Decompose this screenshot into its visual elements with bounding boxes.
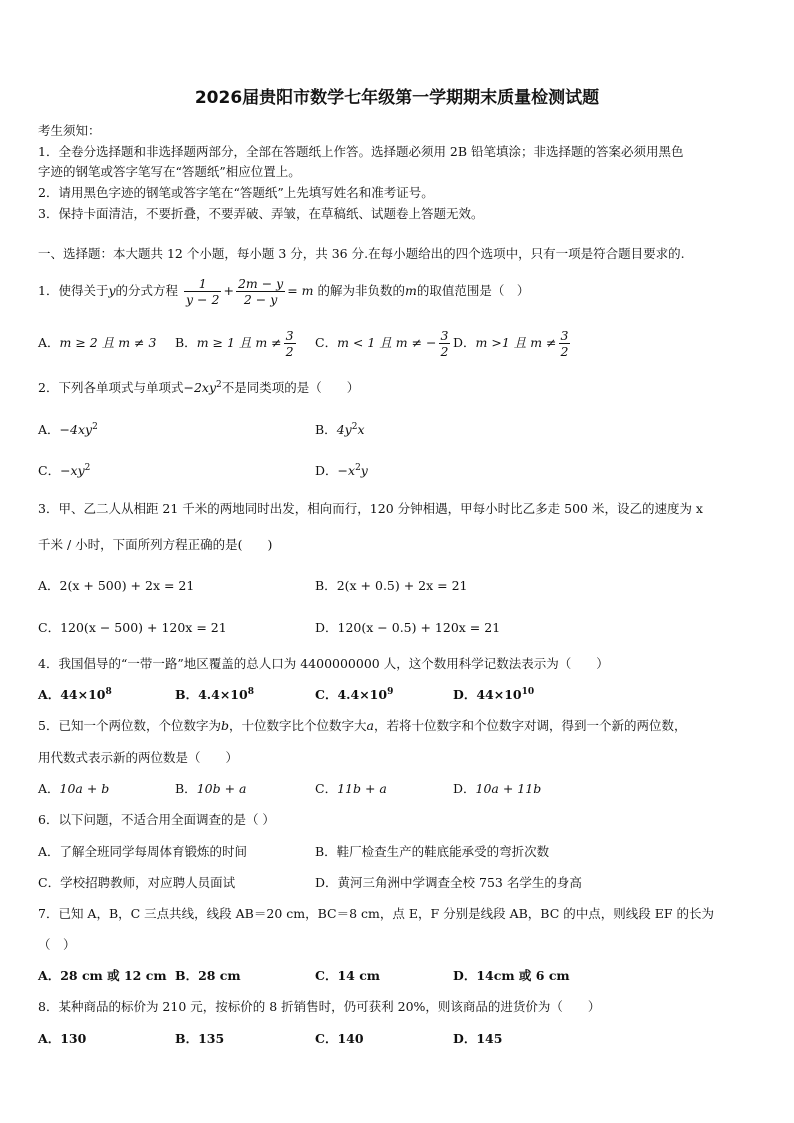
q5-a-text: 10a + b [59, 781, 110, 796]
q5-var-a: a [366, 718, 374, 733]
q1-plus: + [223, 283, 234, 298]
q1-d-text: m >1 且 m ≠ [475, 335, 557, 350]
section-heading: 一、选择题：本大题共 12 个小题，每小题 3 分，共 36 分.在每小题给出的四个选项中，只有一项是符合题目要求的. [38, 246, 685, 261]
q1-option-c[interactable] [315, 328, 452, 359]
q1-f1-num: 1 [184, 276, 221, 292]
q8-option-a[interactable]: A．130 [38, 1031, 87, 1046]
q4-d-text: 44×10 [476, 687, 522, 703]
q2-option-b[interactable] [315, 422, 365, 438]
q2-b-text: 4y [336, 422, 352, 438]
q1-c-label: C． [315, 335, 338, 350]
q2-d-text-2: y [360, 463, 368, 479]
q4-option-d[interactable] [453, 687, 534, 703]
q1-c-den: 2 [440, 344, 449, 359]
q2-c-sup: 2 [84, 463, 91, 473]
q2-stem-pre: 2．下列各单项式与单项式 [38, 380, 184, 396]
q1-b-label: B． [175, 335, 197, 350]
q2-stem-post: 不是同类项的是（ ） [221, 380, 360, 396]
question-4-stem: 4．我国倡导的“一带一路”地区覆盖的总人口为 4400000000 人，这个数用科学记数法表示为（ ） [38, 656, 609, 671]
q2-stem-sup: 2 [216, 380, 222, 390]
q4-d-sup: 10 [521, 687, 535, 697]
q1-fraction-2 [236, 276, 285, 307]
question-6-stem: 6．以下问题，不适合用全面调查的是（ ） [38, 812, 275, 827]
question-8-stem: 8．某种商品的标价为 210 元，按标价的 8 折销售时，仍可获利 20%，则该商品的进货价为（ ） [38, 999, 601, 1014]
q2-a-label: A． [38, 422, 60, 438]
q5-b-label: B． [175, 781, 197, 796]
q1-post-b: 的取值范围是（ ） [416, 283, 530, 298]
notice-item-1b: 字迹的钢笔或答字笔写在“答题纸”相应位置上。 [38, 164, 301, 179]
q4-c-text: 4.4×10 [337, 687, 388, 703]
q1-stem-mid: 的分式方程 [115, 283, 179, 298]
q1-d-den: 2 [560, 344, 569, 359]
q3-option-b[interactable] [315, 578, 468, 594]
q4-a-label: A． [38, 687, 61, 703]
q1-var: y [108, 283, 116, 298]
q3-d-text: 120(x − 0.5) + 120x = 21 [337, 620, 501, 635]
q2-b-label: B． [315, 422, 337, 438]
q5-c-text: 11b + a [337, 781, 387, 796]
q1-c-num: 3 [440, 328, 449, 343]
q4-a-sup: 8 [105, 687, 112, 697]
q3-option-d[interactable] [315, 620, 500, 636]
q2-d-label: D． [315, 463, 338, 479]
q1-c-frac [439, 328, 451, 359]
q1-d-num: 3 [560, 328, 569, 343]
q1-option-d[interactable] [453, 328, 572, 359]
q3-b-label: B． [315, 578, 337, 593]
q1-b-num: 3 [285, 328, 294, 343]
q4-c-sup: 9 [387, 687, 394, 697]
q4-d-label: D． [453, 687, 477, 703]
q4-option-a[interactable] [38, 687, 112, 703]
notice-item-2: 2．请用黑色字迹的钢笔或答字笔在“答题纸”上先填写姓名和准考证号。 [38, 185, 434, 200]
page-title: 2026届贵阳市数学七年级第一学期期末质量检测试题 [194, 88, 600, 108]
question-5-line-1 [38, 718, 686, 734]
q4-b-sup: 8 [247, 687, 254, 697]
q1-c-text: m < 1 且 m ≠ − [337, 335, 437, 350]
q5-d-label: D． [453, 781, 476, 796]
q3-b-text: 2(x + 0.5) + 2x = 21 [336, 578, 468, 593]
q1-b-text: m ≥ 1 且 m ≠ [196, 335, 282, 350]
q3-c-text: 120(x − 500) + 120x = 21 [60, 620, 227, 635]
q5-option-b[interactable] [175, 781, 246, 797]
q1-a-label: A． [38, 335, 60, 350]
notice-item-3: 3．保持卡面清洁，不要折叠，不要弄破、弄皱，在草稿纸、试题卷上答题无效。 [38, 206, 484, 221]
q1-post-var: m [405, 283, 417, 298]
q2-a-sup: 2 [92, 422, 98, 432]
q3-c-label: C． [38, 620, 61, 635]
q2-d-sup: 2 [355, 463, 361, 473]
q4-b-label: B． [175, 687, 199, 703]
q2-option-d[interactable] [315, 463, 368, 479]
question-2-stem [38, 380, 359, 396]
q2-a-text: −4xy [59, 422, 93, 438]
q1-b-den: 2 [285, 344, 294, 359]
q8-option-b[interactable]: B．135 [175, 1031, 225, 1046]
question-7-line-1: 7．已知 A，B，C 三点共线，线段 AB＝20 cm，BC＝8 cm，点 E，F 分别是线段 AB，BC 的中点，则线段 EF 的长为 [38, 906, 714, 921]
q5-d-text: 10a + 11b [475, 781, 542, 796]
q6-option-b[interactable]: B．鞋厂检查生产的鞋底能承受的弯折次数 [315, 844, 550, 859]
q4-option-c[interactable] [315, 687, 393, 703]
q1-post-a: 的解为非负数的 [317, 283, 406, 298]
q1-a-text: m ≥ 2 且 m ≠ 3 [59, 335, 157, 350]
question-7-line-2: （ ） [38, 937, 76, 952]
q3-a-label: A． [38, 578, 60, 593]
q1-d-label: D． [453, 335, 476, 350]
q8-option-d[interactable]: D．145 [453, 1031, 503, 1046]
q7-option-c[interactable]: C．14 cm [315, 968, 381, 983]
q8-option-c[interactable]: C．140 [315, 1031, 364, 1046]
q5-line1-e: ，若将十位数字和个位数字对调，得到一个新的两位数， [373, 718, 687, 733]
q5-a-label: A． [38, 781, 60, 796]
q4-a-text: 44×10 [60, 687, 106, 703]
q3-option-c[interactable] [38, 620, 227, 636]
q5-c-label: C． [315, 781, 338, 796]
question-5-line-2: 用代数式表示新的两位数是（ ） [38, 750, 239, 765]
q1-stem-text: 1．使得关于 [38, 283, 109, 298]
q7-option-b[interactable]: B．28 cm [175, 968, 241, 983]
q3-option-a[interactable] [38, 578, 194, 594]
q1-b-frac [284, 328, 296, 359]
q7-option-a[interactable]: A．28 cm 或 12 cm [38, 968, 167, 983]
q3-a-text: 2(x + 500) + 2x = 21 [59, 578, 195, 593]
q2-c-text: −xy [60, 463, 85, 479]
q6-option-d[interactable]: D．黄河三角洲中学调查全校 753 名学生的身高 [315, 875, 582, 890]
q1-option-a[interactable] [38, 335, 156, 351]
q5-option-a[interactable] [38, 781, 109, 797]
q1-option-b[interactable] [175, 328, 298, 359]
q6-option-a[interactable]: A．了解全班同学每周体育锻炼的时间 [38, 844, 248, 859]
q1-f2-den: 2 − y [243, 292, 278, 307]
q4-b-text: 4.4×10 [198, 687, 248, 703]
q5-var-b: b [220, 718, 229, 733]
q2-stem-expr: −2xy [183, 380, 217, 396]
q1-f2-num: 2m − y [237, 276, 284, 291]
q2-c-label: C． [38, 463, 61, 479]
q3-d-label: D． [315, 620, 338, 635]
notice-item-1a: 1．全卷分选择题和非选择题两部分，全部在答题纸上作答。选择题必须用 2B 铅笔填涂；非选择题的答案必须用黑色 [38, 144, 684, 159]
q2-b-sup: 2 [351, 422, 358, 432]
q2-b-text-2: x [357, 422, 365, 438]
notice-heading: 考生须知： [38, 123, 101, 138]
question-3-line-1: 3．甲、乙二人从相距 21 千米的两地同时出发，相向而行，120 分钟相遇，甲每小时比乙多走 500 米，设乙的速度为 x [38, 501, 703, 516]
q5-option-c[interactable] [315, 781, 387, 797]
q5-option-d[interactable] [453, 781, 541, 797]
q1-fraction-1 [184, 276, 221, 307]
q1-f1-den: y − 2 [186, 292, 220, 307]
q1-d-frac [559, 328, 571, 359]
q2-option-a[interactable] [38, 422, 98, 438]
q2-option-c[interactable] [38, 463, 90, 479]
question-3-line-2: 千米 / 小时，下面所列方程正确的是( ) [38, 537, 273, 552]
q1-eq: = m [287, 283, 314, 298]
question-1-stem [38, 276, 529, 307]
q7-option-d[interactable]: D．14cm 或 6 cm [453, 968, 570, 983]
q6-option-c[interactable]: C．学校招聘教师，对应聘人员面试 [38, 875, 236, 890]
q5-b-text: 10b + a [196, 781, 247, 796]
q2-d-text: −x [337, 463, 356, 479]
q4-c-label: C． [315, 687, 338, 703]
q5-line1-c: ，十位数字比个位数字大 [228, 718, 367, 733]
q5-line1-a: 5．已知一个两位数，个位数字为 [38, 718, 221, 733]
q4-option-b[interactable] [175, 687, 254, 703]
